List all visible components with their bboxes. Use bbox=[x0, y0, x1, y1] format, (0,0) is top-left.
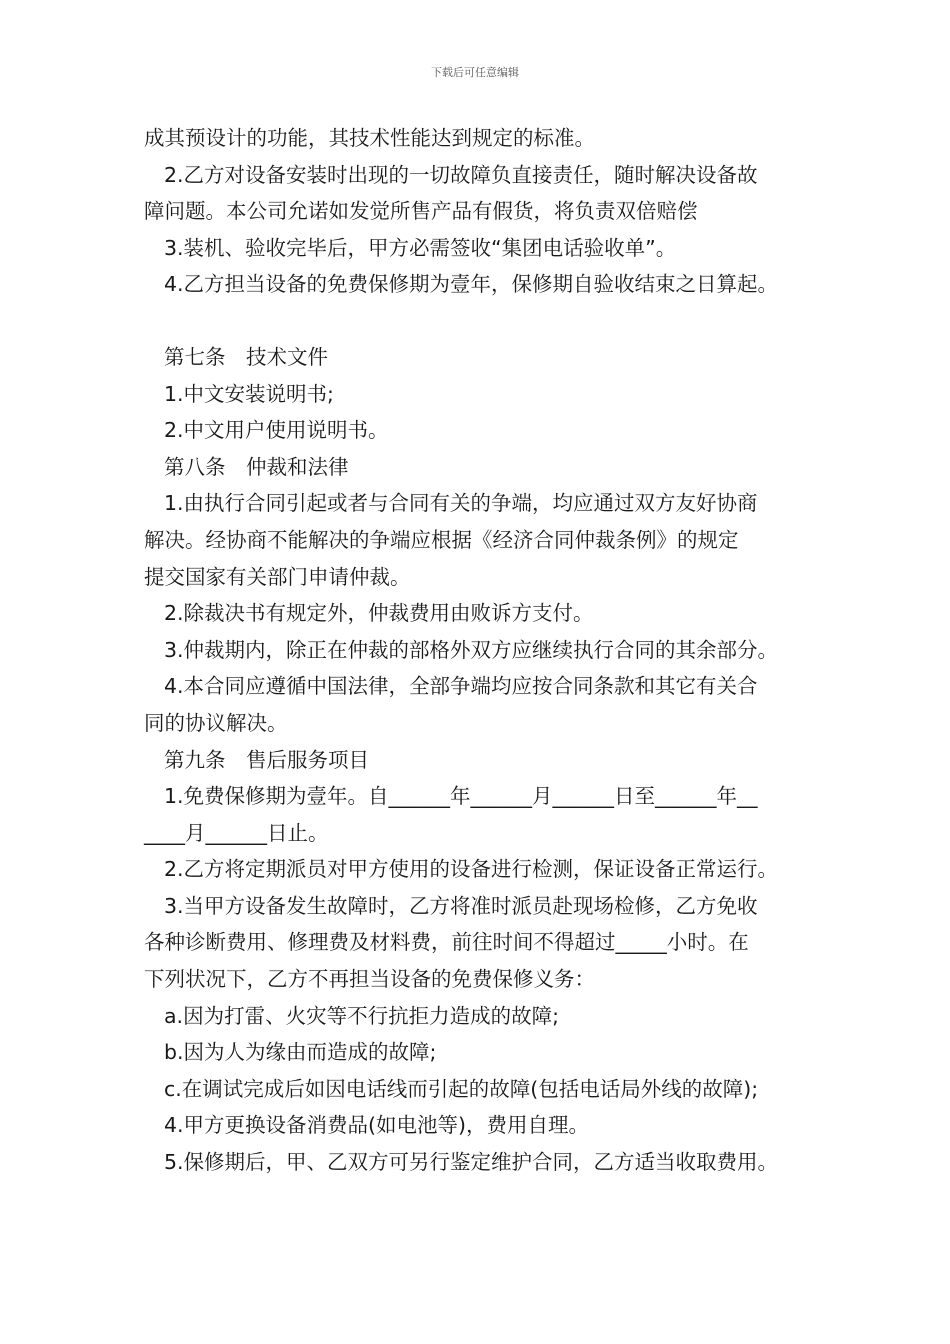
paragraph-line: 2.除裁决书有规定外，仲裁费用由败诉方支付。 bbox=[164, 601, 594, 626]
paragraph-line: 2.中文用户使用说明书。 bbox=[164, 418, 389, 443]
paragraph-line: 同的协议解决。 bbox=[144, 710, 288, 735]
paragraph-line: 提交国家有关部门申请仲裁。 bbox=[144, 564, 411, 589]
section-heading: 第九条 售后服务项目 bbox=[164, 747, 369, 772]
list-item: a.因为打雷、火灾等不行抗拒力造成的故障; bbox=[164, 1003, 559, 1028]
paragraph-line: 1.中文安装说明书; bbox=[164, 381, 334, 406]
list-item: c.在调试完成后如因电话线而引起的故障(包括电话局外线的故障); bbox=[164, 1076, 759, 1101]
paragraph-line: 3.装机、验收完毕后，甲方必需签收“集团电话验收单”。 bbox=[164, 235, 677, 260]
blank-line bbox=[144, 303, 824, 339]
paragraph-line: 下列状况下，乙方不再担当设备的免费保修义务： bbox=[144, 967, 595, 992]
paragraph-line: 4.甲方更换设备消费品(如电池等)，费用自理。 bbox=[164, 1113, 590, 1138]
paragraph-line: 1.免费保修期为壹年。自______年______月______日至______年__ bbox=[164, 784, 758, 809]
paragraph-line: 4.乙方担当设备的免费保修期为壹年，保修期自验收结束之日算起。 bbox=[164, 272, 779, 297]
paragraph-line: 5.保修期后，甲、乙双方可另行鉴定维护合同，乙方适当收取费用。 bbox=[164, 1150, 779, 1175]
list-item: b.因为人为缘由而造成的故障; bbox=[164, 1040, 437, 1065]
paragraph-line: 各种诊断费用、修理费及材料费，前往时间不得超过_____小时。在 bbox=[144, 930, 749, 955]
paragraph-line: 1.由执行合同引起或者与合同有关的争端，均应通过双方友好协商 bbox=[164, 491, 758, 516]
paragraph-line: 3.当甲方设备发生故障时，乙方将准时派员赴现场检修，乙方免收 bbox=[164, 893, 758, 918]
section-heading: 第八条 仲裁和法律 bbox=[164, 454, 349, 479]
paragraph-line: 4.本合同应遵循中国法律，全部争端均应按合同条款和其它有关合 bbox=[164, 674, 758, 699]
section-heading: 第七条 技术文件 bbox=[164, 344, 328, 369]
paragraph-line: 3.仲裁期内，除正在仲裁的部格外双方应继续执行合同的其余部分。 bbox=[164, 637, 779, 662]
paragraph-line: 成其预设计的功能，其技术性能达到规定的标准。 bbox=[144, 126, 595, 150]
document-body bbox=[144, 120, 824, 1181]
paragraph-line: 解决。经协商不能解决的争端应根据《经济合同仲裁条例》的规定 bbox=[144, 527, 739, 552]
paragraph-line: 2.乙方将定期派员对甲方使用的设备进行检测，保证设备正常运行。 bbox=[164, 857, 779, 882]
page-header: 下载后可任意编辑 bbox=[431, 66, 519, 79]
paragraph-line: 2.乙方对设备安装时出现的一切故障负直接责任，随时解决设备故 bbox=[164, 162, 758, 187]
paragraph-line: 障问题。本公司允诺如发觉所售产品有假货，将负责双倍赔偿 bbox=[144, 199, 698, 224]
paragraph-line: ____月______日止。 bbox=[144, 820, 329, 845]
